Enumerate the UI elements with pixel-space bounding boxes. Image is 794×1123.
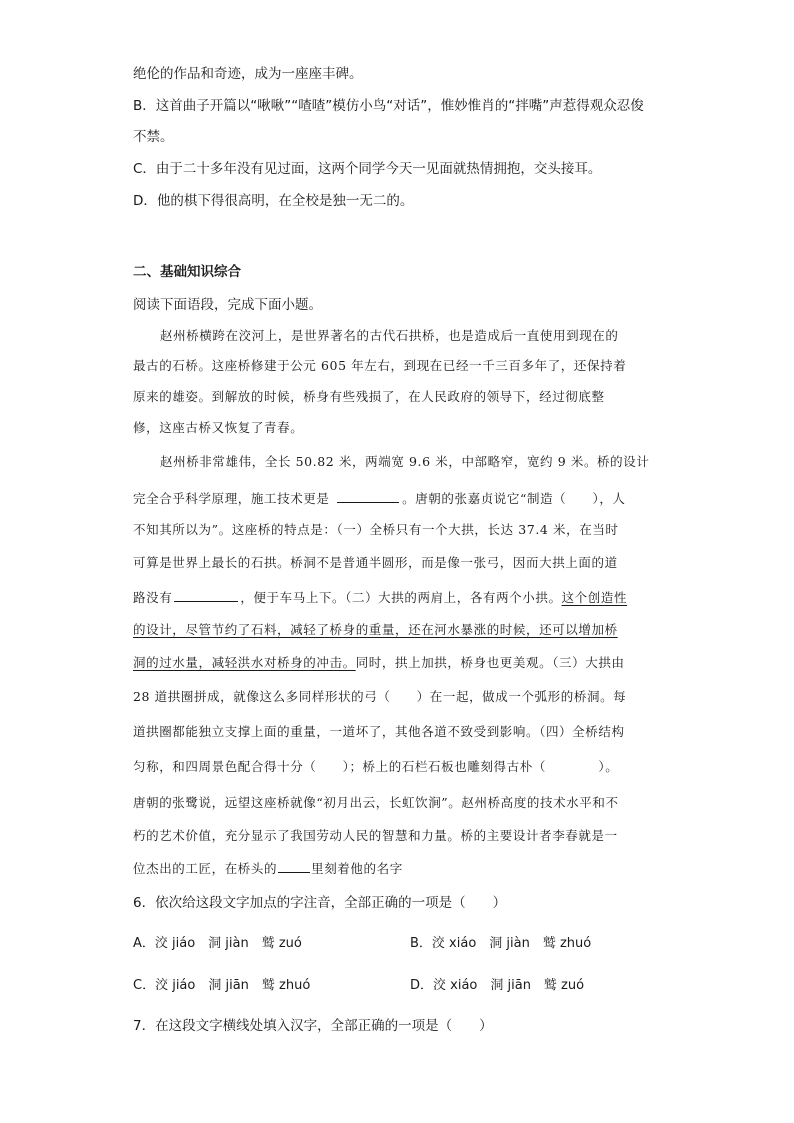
passage-text: 完全合乎科学原理，施工技术更是 (133, 491, 330, 506)
fill-blank (337, 488, 399, 503)
option-b-continued: 不禁。 (133, 129, 174, 145)
question-6-stem: 6．依次给这段文字加点的字注音，全部正确的一项是（ ） (133, 895, 507, 911)
section-instruction: 阅读下面语段，完成下面小题。 (133, 297, 322, 313)
underlined-sentence: 的设计，尽管节约了石料，减轻了桥身的重量，还在河水暴涨的时候，还可以增加桥 (133, 622, 618, 637)
fill-blank (174, 587, 238, 602)
underlined-sentence: 这个创造性 (561, 590, 628, 605)
passage-line: 可算是世界上最长的石拱。桥洞不是普通半圆形，而是像一张弓，因而大拱上面的道 (133, 555, 618, 570)
passage-line: 28 道拱圈拼成，就像这么多同样形状的弓（ ）在一起，做成一个弧形的桥洞。每 (133, 689, 627, 704)
prev-question-line: 绝伦的作品和奇迹，成为一座座丰碑。 (133, 66, 363, 82)
underlined-sentence: 洞的过水量，减轻洪水对桥身的冲击。 (133, 655, 356, 670)
passage-line: 修，这座古桥又恢复了青春。 (133, 420, 304, 435)
option-d: D．他的棋下得很高明，在全校是独一无二的。 (133, 193, 414, 209)
passage-line (133, 653, 625, 673)
fill-blank (278, 858, 310, 873)
question-7-stem: 7．在这段文字横线处填入汉字，全部正确的一项是（ ） (133, 1018, 493, 1034)
question-6-option-d: D．洨 xiáo 洞 jiān 鹫 zuó (410, 978, 585, 993)
passage-text: 里刻着他的名字 (311, 861, 403, 876)
passage-line (133, 488, 626, 509)
passage-line (133, 587, 627, 608)
passage-line (133, 858, 403, 879)
option-b: B．这首曲子开篇以“啾啾”“喳喳”模仿小鸟“对话”，惟妙惟肖的“拌嘴”声惹得观众忍俊 (133, 98, 644, 114)
passage-line: 不知其所以为”。这座桥的特点是：（一）全桥只有一个大拱，长达 37.4 米，在当时 (133, 522, 619, 537)
option-c: C．由于二十多年没有见过面，这两个同学今天一见面就热情拥抱，交头接耳。 (133, 161, 602, 177)
passage-line: 赵州桥非常雄伟，全长 50.82 米，两端宽 9.6 米，中部略窄，宽约 9 米。桥的设计 (160, 454, 650, 469)
passage-line: 匀称，和四周景色配合得十分（ ）；桥上的石栏石板也雕刻得古朴（ ）。 (133, 759, 619, 774)
passage-text: 位杰出的工匠，在桥头的 (133, 861, 278, 876)
passage-line: 道拱圈都能独立支撑上面的重量，一道坏了，其他各道不致受到影响。（四）全桥结构 (133, 724, 625, 739)
passage-text: 。唐朝的张嘉贞说它“制造（ ），人 (402, 491, 626, 506)
passage-text: 路没有 (133, 590, 173, 605)
passage-line: 赵州桥横跨在洨河上，是世界著名的古代石拱桥，也是造成后一直使用到现在的 (160, 328, 619, 343)
passage-text: 同时，拱上加拱，桥身也更美观。（三）大拱由 (355, 655, 625, 670)
passage-text: ，便于车马上下。（二）大拱的两肩上，各有两个小拱。 (240, 590, 562, 605)
question-6-option-c: C．洨 jiáo 洞 jiān 鹫 zhuó (133, 978, 311, 993)
passage-line: 原来的雄姿。到解放的时候，桥身有些残损了，在人民政府的领导下，经过彻底整 (133, 389, 605, 404)
passage-line: 朽的艺术价值，充分显示了我国劳动人民的智慧和力量。桥的主要设计者李春就是一 (133, 828, 618, 843)
question-6-option-a: A．洨 jiáo 洞 jiàn 鹫 zuó (133, 936, 302, 951)
section-title: 二、基础知识综合 (133, 264, 241, 280)
passage-line: 最古的石桥。这座桥修建于公元 605 年左右，到现在已经一千三百多年了，还保持着 (133, 358, 627, 373)
passage-line: 唐朝的张鹭说，远望这座桥就像“初月出云，长虹饮涧”。赵州桥高度的技术水平和不 (133, 795, 619, 810)
question-6-option-b: B．洨 xiáo 洞 jiàn 鹫 zhuó (410, 936, 592, 951)
